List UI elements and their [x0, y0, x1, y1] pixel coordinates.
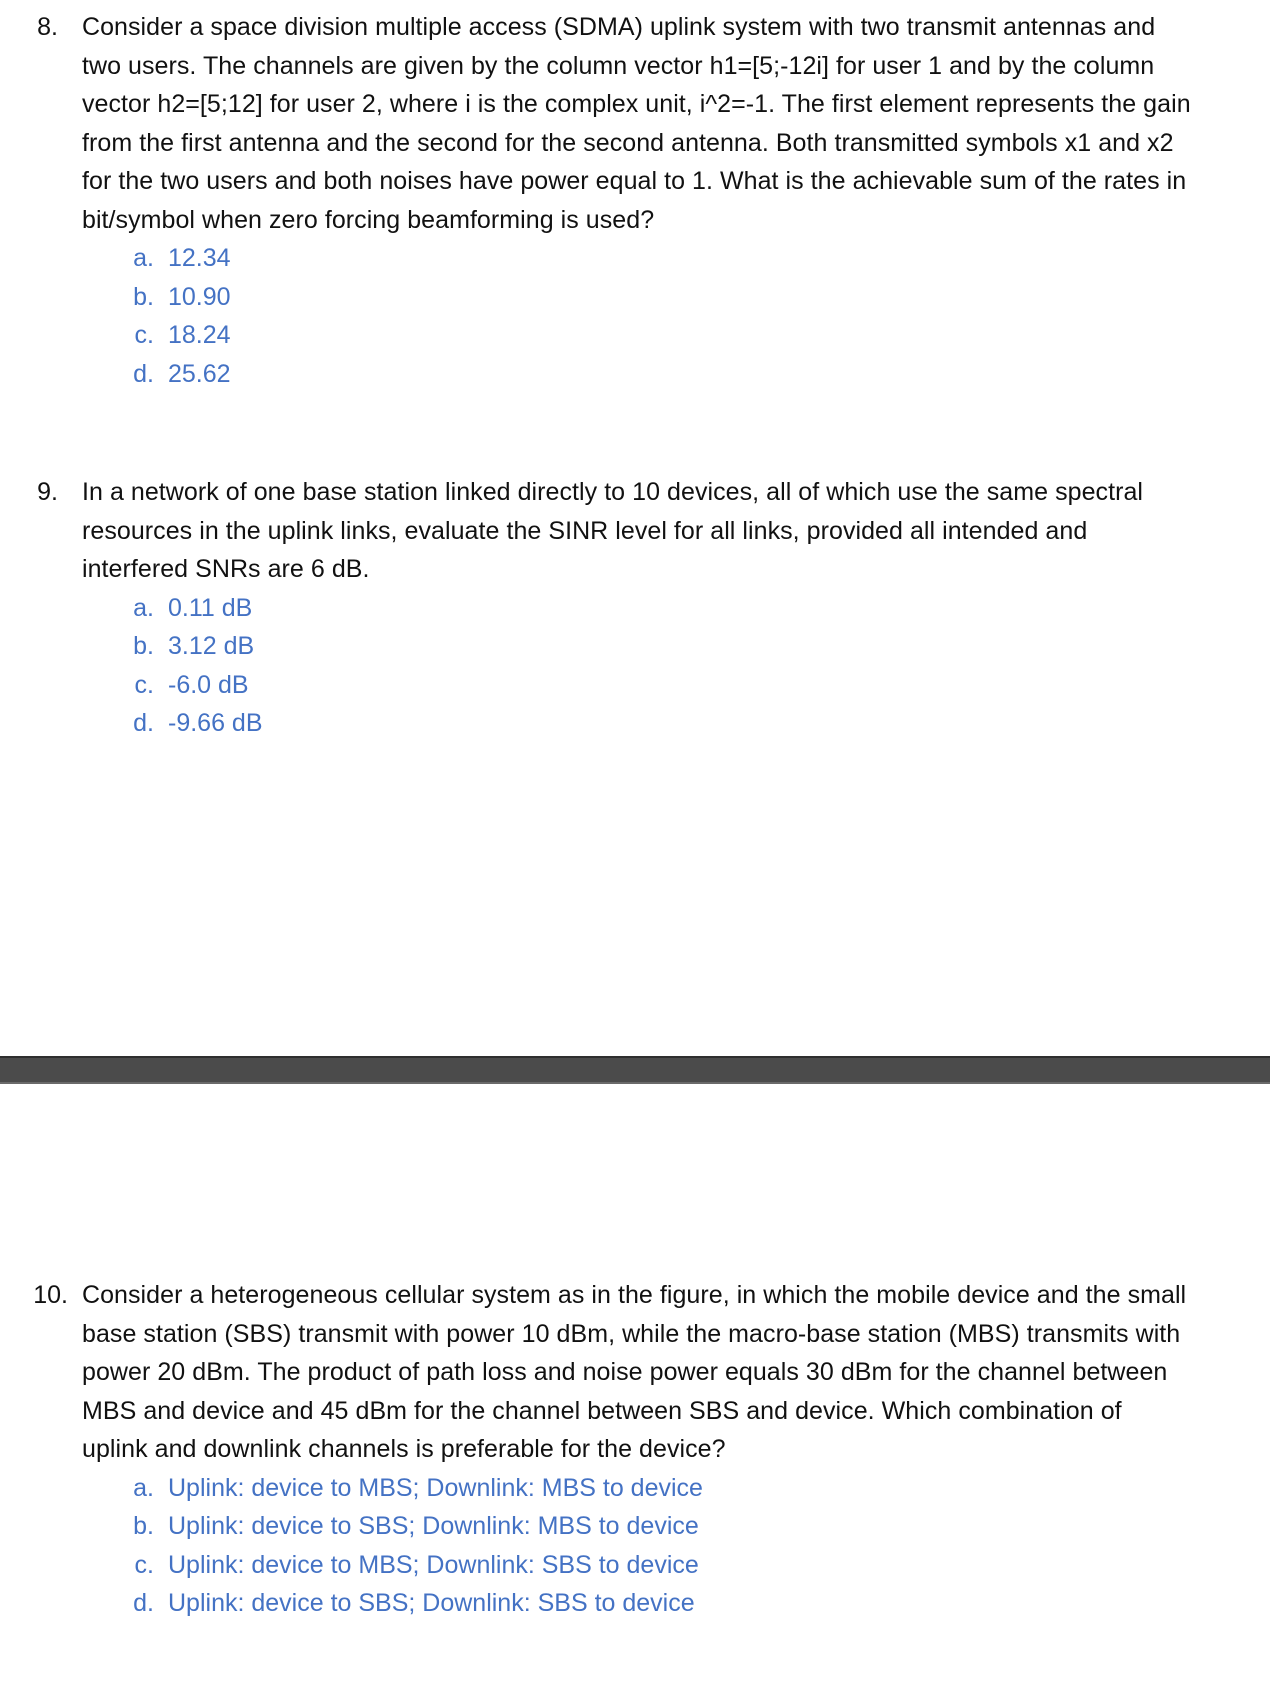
question-9-option-c[interactable]: [0, 666, 1250, 705]
option-text: -9.66 dB: [168, 709, 263, 737]
page-divider: [0, 1056, 1270, 1084]
question-10-option-d[interactable]: [0, 1584, 1250, 1623]
option-letter: b.: [133, 1512, 154, 1540]
option-text: Uplink: device to MBS; Downlink: SBS to device: [168, 1550, 699, 1579]
option-text: 25.62: [168, 359, 231, 388]
question-8-option-d[interactable]: [0, 355, 1250, 394]
question-8-text: Consider a space division multiple access (SDMA) uplink system with two transmit antennas and two users. The channels are given by the column vector h1=[5;-12i] for user 1 and by the column vector h2=[5;12] for user 2, where i is the complex unit, i^2=-1. The first element represents the gain from the first antenna and the second for the second antenna. Both transmitted symbols x1 and x2 for the two users and both noises have power equal to 1. What is the achievable sum of the rates in bit/symbol when zero forcing beamforming is used?: [82, 13, 1191, 234]
question-9-option-a[interactable]: [0, 589, 1250, 628]
option-letter: a.: [133, 593, 154, 622]
option-text: 12.34: [168, 244, 231, 272]
option-letter: b.: [133, 632, 154, 660]
question-10-text: Consider a heterogeneous cellular system as in the figure, in which the mobile device and the small base station (SBS) transmit with power 10 dBm, while the macro-base station (MBS) transmits with power 20 dBm. The product of path loss and noise power equals 30 dBm for the channel between MBS and device and 45 dBm for the channel between SBS and device. Which combination of uplink and downlink channels is preferable for the device?: [82, 1281, 1187, 1463]
option-letter: c.: [134, 670, 154, 699]
question-10-option-b[interactable]: [0, 1507, 1250, 1546]
option-text: Uplink: device to MBS; Downlink: MBS to device: [168, 1473, 703, 1502]
option-text: 18.24: [168, 321, 231, 349]
option-letter: a.: [133, 1473, 154, 1502]
question-8-option-a[interactable]: [0, 239, 1250, 278]
question-9-option-d[interactable]: [0, 704, 1250, 743]
question-9-number: 9.: [37, 478, 58, 506]
option-letter: d.: [133, 709, 154, 737]
option-letter: c.: [134, 321, 154, 349]
option-letter: b.: [133, 282, 154, 311]
question-8-option-b[interactable]: [0, 278, 1250, 317]
question-10-option-c[interactable]: [0, 1546, 1250, 1585]
option-text: 3.12 dB: [168, 632, 255, 660]
question-9-option-b[interactable]: [0, 627, 1250, 666]
option-text: -6.0 dB: [168, 670, 249, 699]
question-9-options: [0, 589, 1250, 743]
question-8-row: [0, 8, 1250, 239]
question-10-number: 10.: [33, 1281, 68, 1309]
option-letter: c.: [134, 1550, 154, 1579]
question-10-option-a[interactable]: [0, 1469, 1250, 1508]
question-9-text: In a network of one base station linked directly to 10 devices, all of which use the same spectral resources in the uplink links, evaluate the SINR level for all links, provided all intended and interfered SNRs are 6 dB.: [82, 478, 1144, 583]
option-text: 10.90: [168, 282, 231, 311]
option-letter: d.: [133, 359, 154, 388]
question-8-options: [0, 239, 1250, 393]
question-10: [0, 1276, 1250, 1623]
option-text: Uplink: device to SBS; Downlink: MBS to device: [168, 1512, 699, 1540]
option-text: Uplink: device to SBS; Downlink: SBS to device: [168, 1589, 695, 1617]
question-8: [0, 8, 1250, 393]
option-letter: d.: [133, 1589, 154, 1617]
question-10-options: [0, 1469, 1250, 1623]
question-8-number: 8.: [37, 13, 58, 41]
question-9: [0, 473, 1250, 743]
question-8-option-c[interactable]: [0, 316, 1250, 355]
question-9-row: [0, 473, 1250, 589]
option-text: 0.11 dB: [168, 593, 253, 622]
question-10-row: [0, 1276, 1250, 1469]
option-letter: a.: [133, 244, 154, 272]
